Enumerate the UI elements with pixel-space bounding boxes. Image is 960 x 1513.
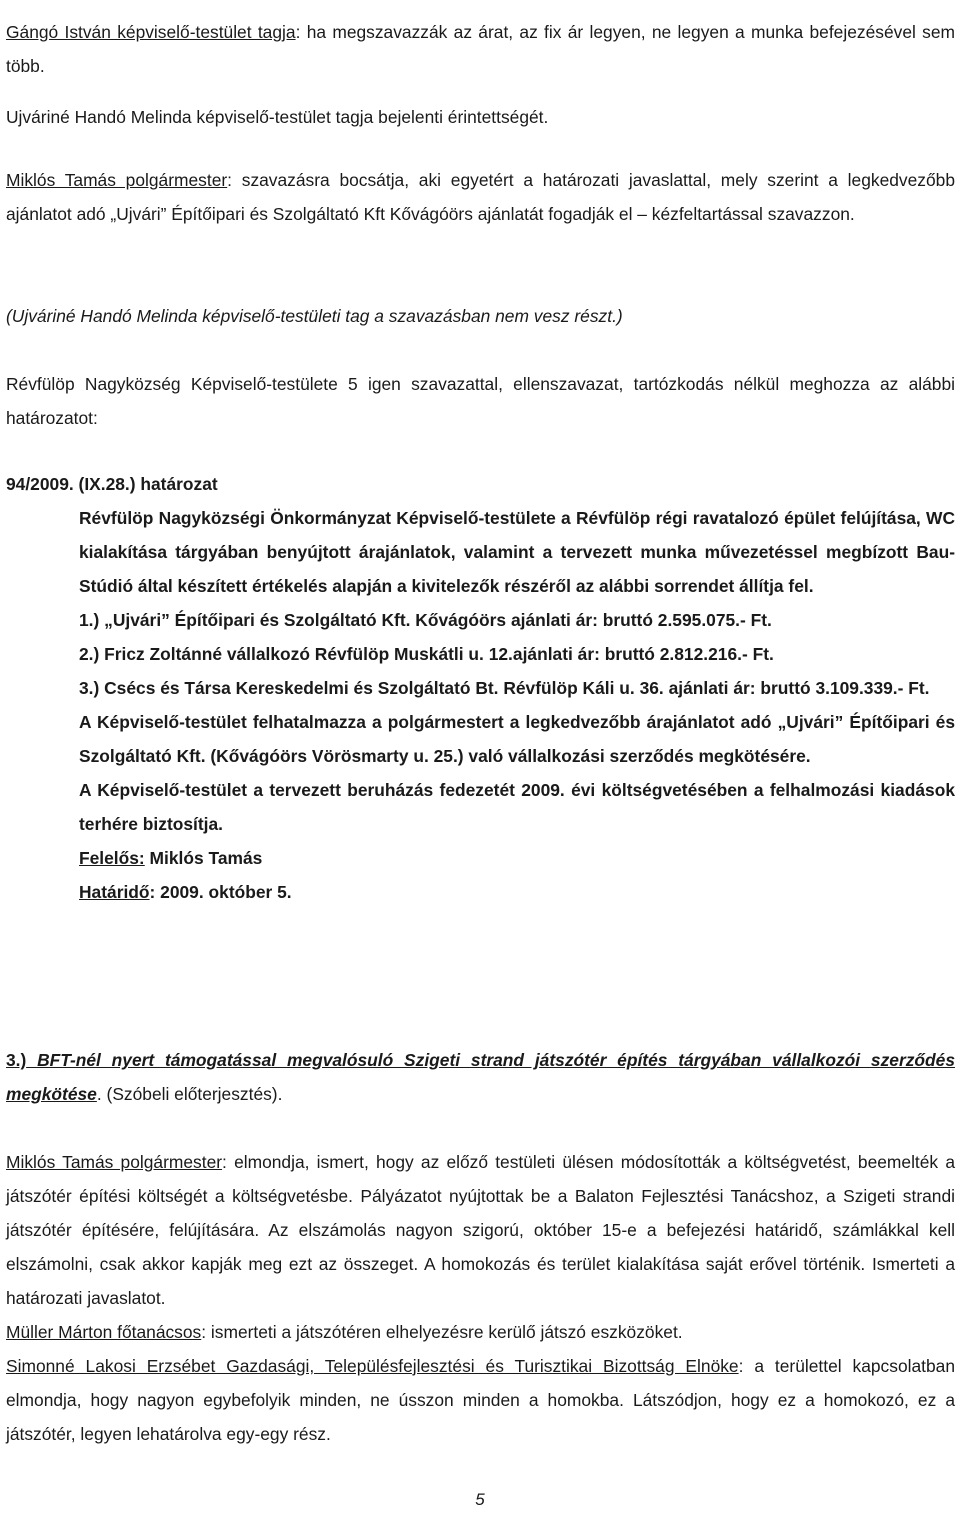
resolution-body	[79, 501, 955, 909]
resolution-responsible	[79, 841, 955, 875]
text-simonne: : a területtel kapcsolatban elmondja, hogy nagyon egybefolyik minden, ne ússzon minden a homokba. Látszódjon, hogy ez a homokozó, ez a játszótér, legyen lehatárolva egy-egy rész.	[6, 1356, 955, 1444]
paragraph-gango	[6, 15, 955, 83]
paragraph-miklos-vote	[6, 163, 955, 231]
resolution-heading	[6, 467, 955, 501]
section-3-suffix: . (Szóbeli előterjesztés).	[96, 1084, 283, 1104]
section-3-number: 3.)	[6, 1050, 27, 1070]
resolution-deadline	[79, 875, 955, 909]
paragraph-abstain-note: (Ujváriné Handó Melinda képviselő-testületi tag a szavazásban nem vesz részt.)	[6, 306, 623, 326]
paragraph-ujvarine: Ujváriné Handó Melinda képviselő-testület tagja bejelenti érintettségét.	[6, 107, 549, 127]
text-gango: : ha megszavazzák az árat, az fix ár legyen, ne legyen a munka befejezésével sem több.	[6, 22, 955, 76]
speaker-muller: Müller Márton főtanácsos	[6, 1322, 202, 1342]
speaker-miklos-2: Miklós Tamás polgármester	[6, 1152, 223, 1172]
responsible-value: Miklós Tamás	[144, 848, 263, 868]
speaker-gango: Gángó István képviselő-testület tagja	[6, 22, 296, 42]
text-miklos-vote: : szavazásra bocsátja, aki egyetért a határozati javaslattal, mely szerint a legkedvezőbb ajánlatot adó „Ujvári” Építőipari és Szolgáltató Kft Kővágóörs ajánlatát fogadják el – kézfeltartással szavazzon.	[6, 170, 955, 224]
paragraph-vote-result: Révfülöp Nagyközség Képviselő-testülete 5 igen szavazattal, ellenszavazat, tartózkodás nélkül meghozza az alábbi határozatot:	[6, 374, 955, 428]
resolution-item: 2.) Fricz Zoltánné vállalkozó Révfülöp Muskátli u. 12.ajánlati ár: bruttó 2.812.216.- Ft.	[79, 644, 774, 664]
page-number: 5	[475, 1490, 485, 1509]
resolution-authorize: A Képviselő-testület felhatalmazza a polgármestert a legkedvezőbb árajánlatot adó „Ujvári” Építőipari és Szolgáltató Kft. (Kővágóörs Vörösmarty u. 25.) való vállalkozási szerződés megkötésére.	[79, 712, 955, 766]
resolution-item: 1.) „Ujvári” Építőipari és Szolgáltató Kft. Kővágóörs ajánlati ár: bruttó 2.595.075.- Ft.	[79, 610, 772, 630]
deadline-value: : 2009. október 5.	[149, 882, 292, 902]
paragraph-simonne	[6, 1349, 955, 1451]
paragraph-muller	[6, 1315, 955, 1349]
responsible-label: Felelős:	[79, 848, 145, 868]
resolution-intro: Révfülöp Nagyközségi Önkormányzat Képviselő-testülete a Révfülöp régi ravatalozó épület felújítása, WC kialakítása tárgyában benyújtott árajánlatok, valamint a tervezett munka művezetéssel megbízott Bau-Stúdió által készített értékelés alapján a kivitelezők részéről az alábbi sorrendet állítja fel.	[79, 508, 955, 596]
section-3-heading	[6, 1043, 955, 1111]
section-3-title: BFT-nél nyert támogatással megvalósuló Szigeti strand játszótér építés tárgyában vállalkozói szerződés megkötése	[6, 1050, 955, 1104]
speaker-simonne: Simonné Lakosi Erzsébet Gazdasági, Településfejlesztési és Turisztikai Bizottság Elnöke	[6, 1356, 739, 1376]
resolution-funding: A Képviselő-testület a tervezett beruházás fedezetét 2009. évi költségvetésében a felhalmozási kiadások terhére biztosítja.	[79, 780, 955, 834]
paragraph-miklos-playground	[6, 1145, 955, 1315]
text-miklos-playground: : elmondja, ismert, hogy az előző testületi ülésen módosították a költségvetést, beemelték a játszótér építési költségét a költségvetésbe. Pályázatot nyújtottak be a Balaton Fejlesztési Tanácshoz, a Szigeti strandi játszótér építésére, felújítására. Az elszámolás nagyon szigorú, október 15-e a befejezési határidő, számlákkal kell elszámolni, csak akkor kapják meg ezt az összeget. A homokozás és terület kialakítása saját erővel történik. Ismerteti a határozati javaslatot.	[6, 1152, 955, 1308]
speaker-miklos: Miklós Tamás polgármester	[6, 170, 228, 190]
resolution-item: 3.) Csécs és Társa Kereskedelmi és Szolgáltató Bt. Révfülöp Káli u. 36. ajánlati ár: bruttó 3.109.339.- Ft.	[79, 678, 930, 698]
resolution-label: határozat	[135, 474, 218, 494]
deadline-label: Határidő	[79, 882, 150, 902]
resolution-number: 94/2009. (IX.28.)	[6, 474, 136, 494]
text-muller: : ismerteti a játszótéren elhelyezésre kerülő játszó eszközöket.	[201, 1322, 683, 1342]
